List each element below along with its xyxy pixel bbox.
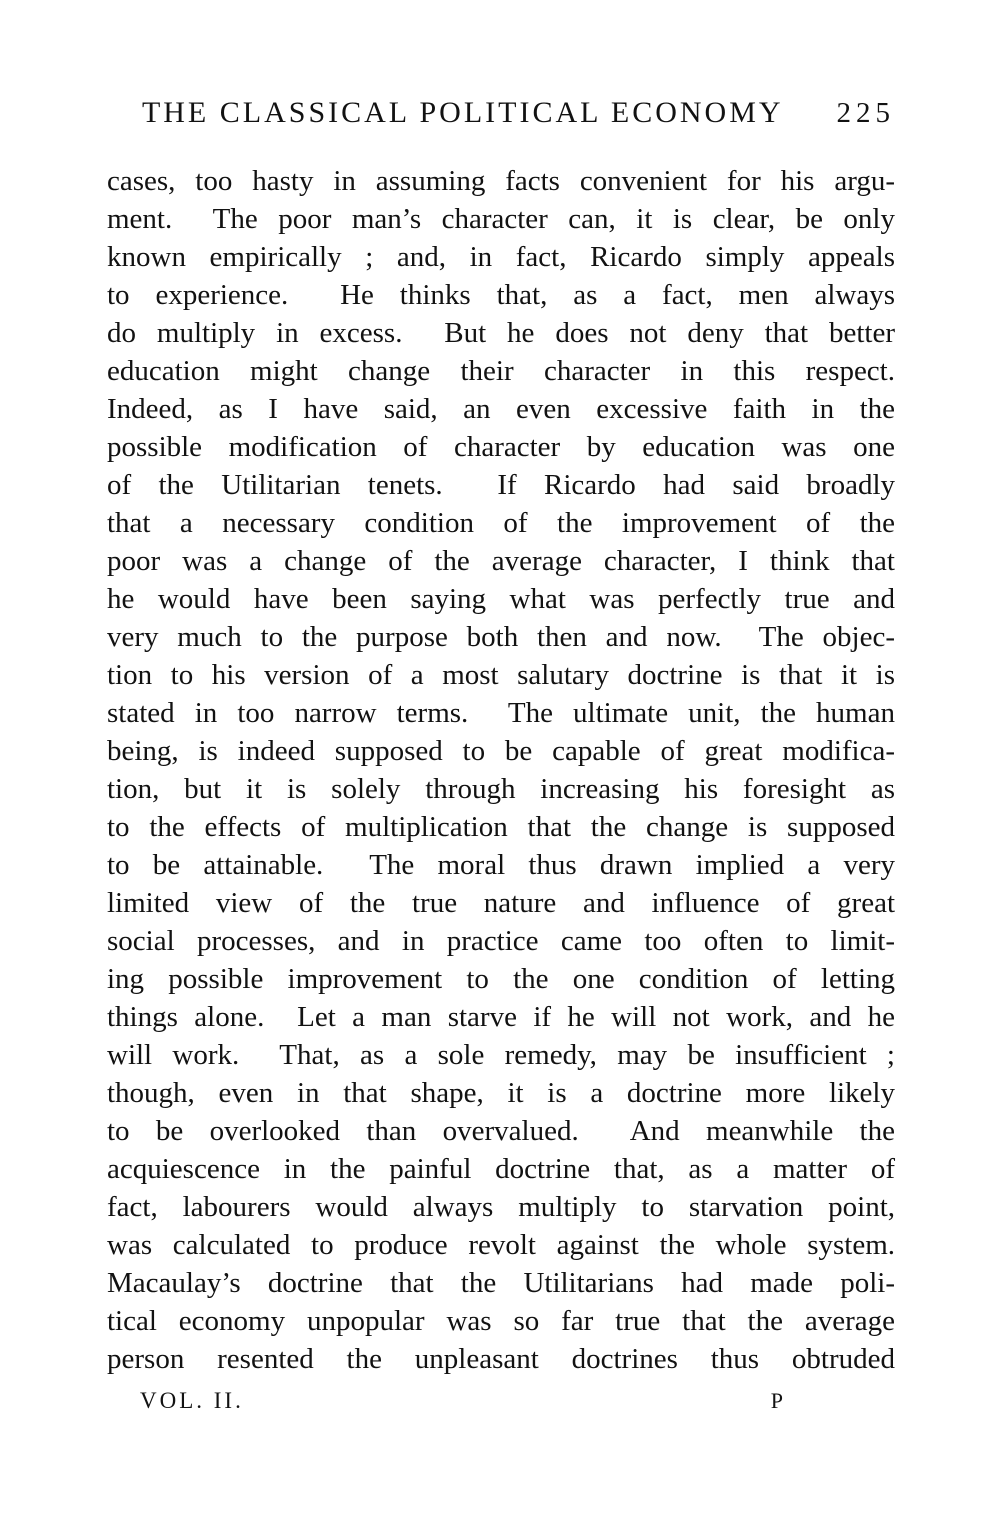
text-line: things alone. Let a man starve if he will not work, and he — [107, 1001, 895, 1033]
text-line: possible modification of character by education was one — [107, 431, 895, 463]
text-line: to the effects of multiplication that the change is supposed — [107, 811, 895, 843]
text-line: he would have been saying what was perfectly true and — [107, 583, 895, 615]
text-line: tion, but it is solely through increasing his foresight as — [107, 773, 895, 805]
signature-mark: P — [770, 1388, 783, 1413]
text-line: tion to his version of a most salutary doctrine is that it is — [107, 659, 895, 691]
text-line: Macaulay’s doctrine that the Utilitarians had made poli- — [107, 1267, 895, 1299]
text-line: that a necessary condition of the improvement of the — [107, 507, 895, 539]
text-line: Indeed, as I have said, an even excessive faith in the — [107, 393, 895, 425]
text-line: stated in too narrow terms. The ultimate unit, the human — [107, 697, 895, 729]
text-line: person resented the unpleasant doctrines thus obtruded — [107, 1343, 895, 1375]
text-line: to experience. He thinks that, as a fact, men always — [107, 279, 895, 311]
page-footer — [107, 1388, 895, 1414]
running-head-title: THE CLASSICAL POLITICAL ECONOMY — [141, 96, 784, 129]
text-line: though, even in that shape, it is a doctrine more likely — [107, 1077, 895, 1109]
text-line: tical economy unpopular was so far true that the average — [107, 1305, 895, 1337]
text-line: ment. The poor man’s character can, it is clear, be only — [107, 203, 895, 235]
volume-label: VOL. II. — [140, 1388, 244, 1413]
text-line: social processes, and in practice came too often to limit- — [107, 925, 895, 957]
running-head — [107, 96, 895, 130]
text-line: will work. That, as a sole remedy, may be insufficient ; — [107, 1039, 895, 1071]
text-line: known empirically ; and, in fact, Ricardo simply appeals — [107, 241, 895, 273]
text-line: cases, too hasty in assuming facts convenient for his argu- — [107, 165, 895, 197]
page-number: 225 — [836, 97, 895, 129]
text-line: of the Utilitarian tenets. If Ricardo had said broadly — [107, 469, 895, 501]
text-line: poor was a change of the average character, I think that — [107, 545, 895, 577]
text-line: was calculated to produce revolt against the whole system. — [107, 1229, 895, 1261]
text-line: to be attainable. The moral thus drawn implied a very — [107, 849, 895, 881]
text-line: fact, labourers would always multiply to starvation point, — [107, 1191, 895, 1223]
text-line: acquiescence in the painful doctrine that, as a matter of — [107, 1153, 895, 1185]
text-line: to be overlooked than overvalued. And meanwhile the — [107, 1115, 895, 1147]
text-line: being, is indeed supposed to be capable of great modifica- — [107, 735, 895, 767]
text-line: ing possible improvement to the one condition of letting — [107, 963, 895, 995]
text-line: education might change their character in this respect. — [107, 355, 895, 387]
text-line: do multiply in excess. But he does not deny that better — [107, 317, 895, 349]
text-line: limited view of the true nature and influence of great — [107, 887, 895, 919]
body-text-block — [107, 162, 895, 1378]
text-line: very much to the purpose both then and now. The objec- — [107, 621, 895, 653]
